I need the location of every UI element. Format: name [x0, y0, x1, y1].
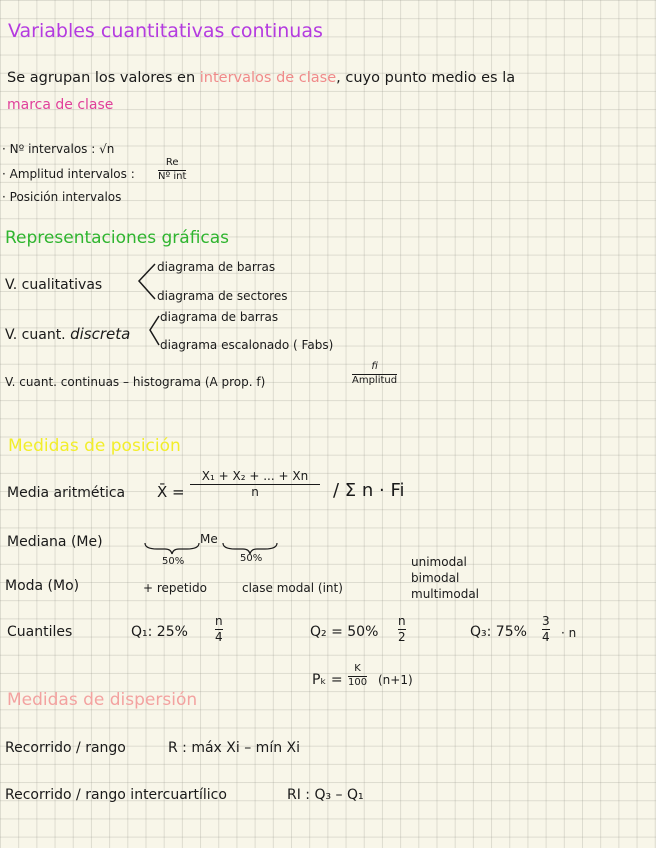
median-me-label: Me	[200, 532, 218, 546]
q1-numerator: n	[215, 614, 223, 628]
percentile-fraction	[348, 664, 367, 688]
q2-fraction	[398, 615, 406, 643]
histogram-fraction	[352, 362, 397, 386]
section-heading-dispersion: Medidas de dispersión	[7, 690, 198, 710]
mode-bimodal: bimodal	[411, 571, 460, 585]
median-left-percent: 50%	[162, 556, 185, 567]
bracket-icon	[135, 262, 157, 302]
qualitative-option-bars: diagrama de barras	[157, 260, 276, 274]
iqr-formula: RI : Q₃ – Q₁	[287, 787, 364, 803]
percentile-suffix: (n+1)	[378, 673, 413, 687]
amplitude-denominator: Nº int	[158, 170, 187, 182]
qualitative-option-sectors: diagrama de sectores	[157, 289, 288, 303]
q2-denominator: 2	[398, 629, 406, 644]
q1-label: Q₁: 25%	[131, 624, 188, 640]
discrete-option-stepped: diagrama escalonado ( Fabs)	[160, 338, 334, 352]
mode-label: Moda (Mo)	[5, 578, 80, 594]
intro-text-post: , cuyo punto medio es la	[336, 70, 516, 86]
amplitude-fraction	[158, 158, 186, 182]
q3-fraction	[542, 615, 550, 643]
median-label: Mediana (Me)	[7, 534, 103, 550]
bracket-icon	[147, 314, 161, 348]
amplitude-numerator: Re	[165, 157, 179, 168]
intro-highlight: intervalos de clase	[199, 70, 337, 86]
q2-label: Q₂ = 50%	[310, 624, 379, 640]
mean-fraction	[190, 470, 320, 498]
qualitative-label: V. cualitativas	[5, 277, 103, 293]
iqr-label: Recorrido / rango intercuartílico	[5, 787, 227, 803]
mean-numerator: X₁ + X₂ + ... + Xn	[201, 469, 309, 483]
intro-line-1	[7, 71, 515, 86]
mode-multimodal: multimodal	[411, 587, 480, 601]
mode-repeated: + repetido	[143, 581, 207, 595]
bullet-amplitude: · Amplitud intervalos :	[2, 167, 135, 181]
discrete-option-bars: diagrama de barras	[160, 310, 279, 324]
section-heading-graphics: Representaciones gráficas	[5, 228, 230, 248]
percentile-denominator: 100	[348, 676, 368, 688]
mode-unimodal: unimodal	[411, 555, 467, 569]
q3-numerator: 3	[542, 614, 550, 628]
q1-denominator: 4	[215, 629, 223, 644]
percentile-label: Pₖ =	[312, 672, 343, 688]
quantiles-label: Cuantiles	[7, 624, 73, 640]
intro-text-pre: Se agrupan los valores en	[7, 70, 200, 86]
q1-fraction	[215, 615, 223, 643]
page-title: Variables cuantitativas continuas	[8, 20, 323, 42]
mode-class: clase modal (int)	[242, 581, 343, 595]
range-formula: R : máx Xi – mín Xi	[168, 740, 301, 756]
discrete-label	[5, 327, 130, 342]
mean-label: Media aritmética	[7, 485, 126, 501]
continuous-label: V. cuant. continuas – histograma (A prop. f)	[5, 375, 266, 389]
median-right-percent: 50%	[240, 553, 263, 564]
intro-line-2: marca de clase	[7, 97, 114, 113]
bullet-n-intervals: · Nº intervalos : √n	[2, 142, 115, 156]
q2-numerator: n	[398, 614, 406, 628]
bullet-position: · Posición intervalos	[2, 190, 122, 204]
histogram-denominator: Amplitud	[352, 374, 398, 386]
discrete-prefix: V. cuant.	[5, 327, 66, 343]
range-label: Recorrido / rango	[5, 740, 126, 756]
histogram-numerator: fi	[371, 361, 378, 372]
mean-alternative: / Σ n · Fi	[333, 480, 405, 501]
section-heading-position: Medidas de posición	[8, 436, 181, 456]
mean-denominator: n	[251, 484, 259, 499]
mean-symbol: X̄ =	[157, 483, 185, 501]
discrete-word: discreta	[70, 325, 131, 343]
q3-label: Q₃: 75%	[470, 624, 527, 640]
q3-denominator: 4	[542, 629, 550, 644]
q3-suffix: · n	[561, 626, 577, 640]
percentile-numerator: K	[354, 663, 361, 674]
